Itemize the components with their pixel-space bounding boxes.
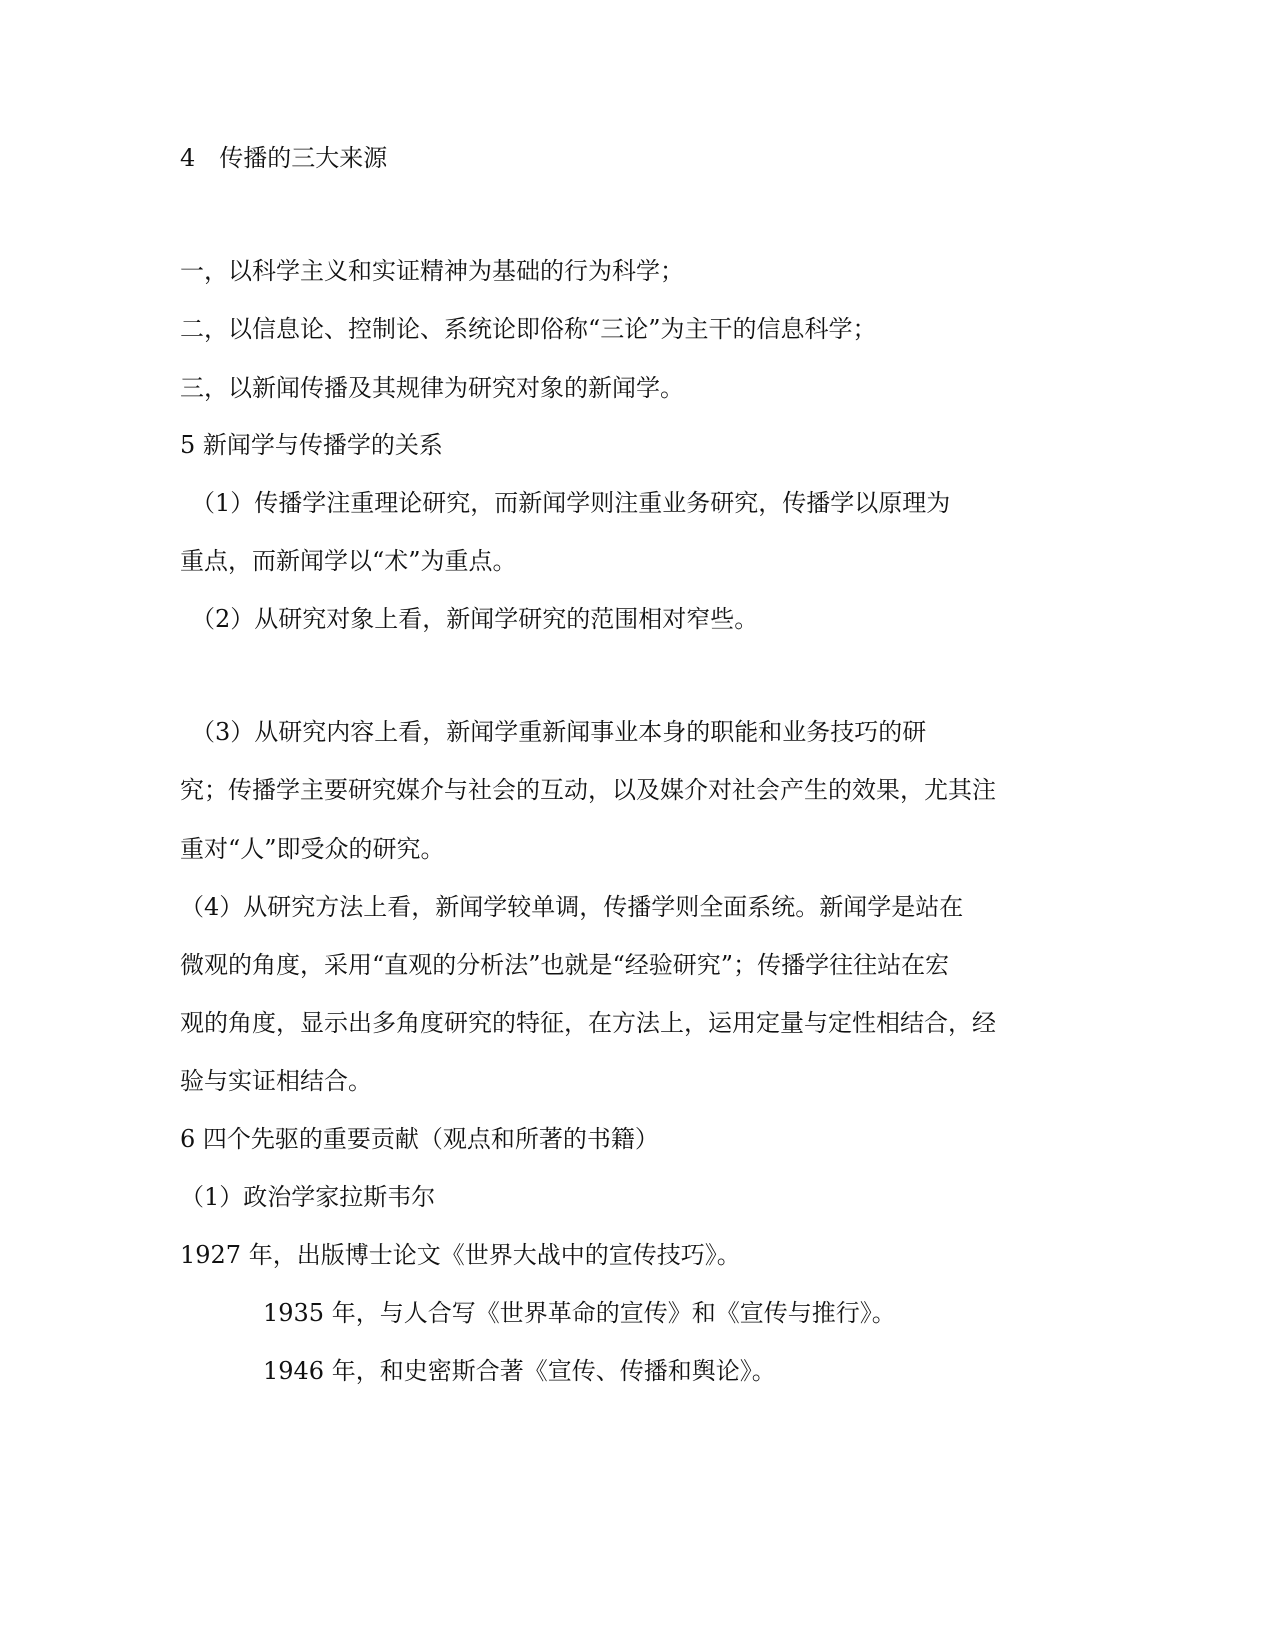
paragraph-line: （4）从研究方法上看，新闻学较单调，传播学则全面系统。新闻学是站在 bbox=[180, 893, 964, 921]
paragraph-line: 1927 年，出版博士论文《世界大战中的宣传技巧》。 bbox=[180, 1241, 741, 1269]
paragraph-line: 微观的角度，采用“直观的分析法”也就是“经验研究”；传播学往往站在宏 bbox=[180, 951, 950, 979]
paragraph-line: 观的角度，显示出多角度研究的特征，在方法上，运用定量与定性相结合，经 bbox=[180, 1009, 996, 1037]
section-heading-6: 6 四个先驱的重要贡献（观点和所著的书籍） bbox=[180, 1125, 659, 1153]
paragraph-line: 1935 年，与人合写《世界革命的宣传》和《宣传与推行》。 bbox=[263, 1299, 896, 1327]
paragraph-line: 验与实证相结合。 bbox=[180, 1067, 372, 1095]
paragraph-line: （3）从研究内容上看，新闻学重新闻事业本身的职能和业务技巧的研 bbox=[191, 718, 927, 746]
paragraph-line: 三，以新闻传播及其规律为研究对象的新闻学。 bbox=[180, 374, 684, 402]
paragraph-line: 重点，而新闻学以“术”为重点。 bbox=[180, 547, 517, 575]
paragraph-line: 究；传播学主要研究媒介与社会的互动，以及媒介对社会产生的效果，尤其注 bbox=[180, 776, 996, 804]
paragraph-line: 重对“人”即受众的研究。 bbox=[180, 835, 445, 863]
paragraph-line: 1946 年，和史密斯合著《宣传、传播和舆论》。 bbox=[263, 1357, 776, 1385]
section-heading-4: 4 传播的三大来源 bbox=[180, 144, 388, 172]
paragraph-line: （1）传播学注重理论研究，而新闻学则注重业务研究，传播学以原理为 bbox=[191, 489, 951, 517]
section-heading-5: 5 新闻学与传播学的关系 bbox=[180, 431, 443, 459]
paragraph-line: （2）从研究对象上看，新闻学研究的范围相对窄些。 bbox=[191, 605, 759, 633]
subsection-heading: （1）政治学家拉斯韦尔 bbox=[180, 1183, 436, 1211]
paragraph-line: 一，以科学主义和实证精神为基础的行为科学； bbox=[180, 257, 684, 285]
paragraph-line: 二，以信息论、控制论、系统论即俗称“三论”为主干的信息科学； bbox=[180, 315, 877, 343]
